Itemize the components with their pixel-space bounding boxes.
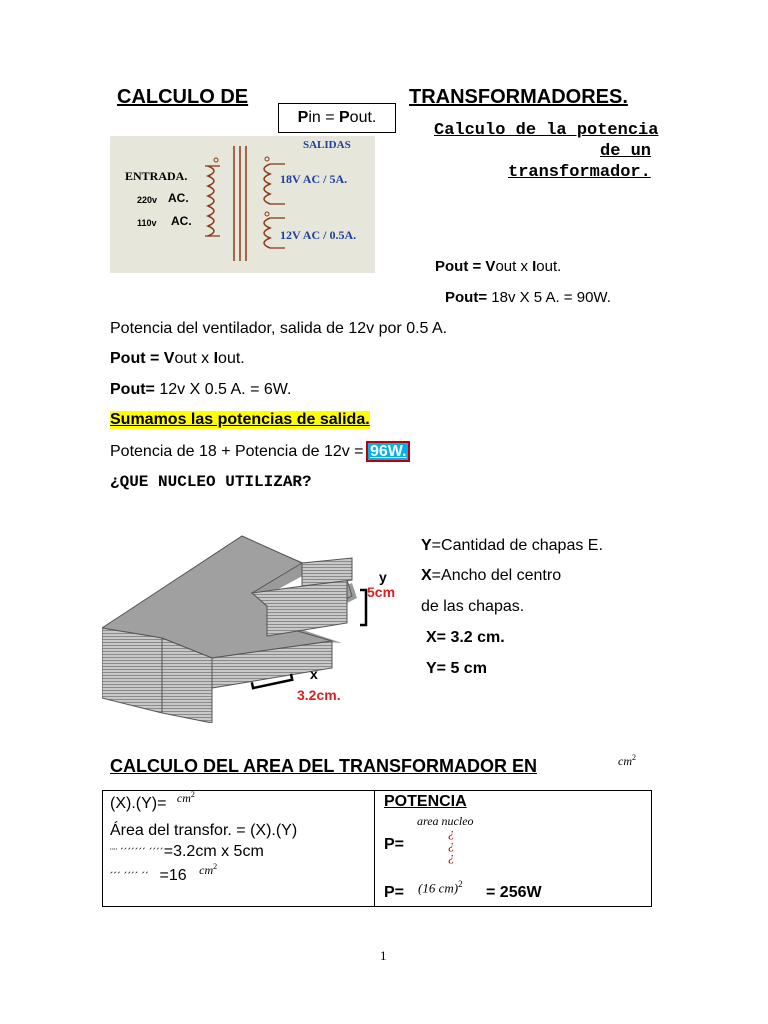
pin-pout-box: Pin = Pout.: [278, 103, 396, 133]
label-out-18v: 18V AC / 5A.: [280, 172, 348, 186]
formula-pout-1: Pout = Vout x Iout.: [435, 258, 562, 275]
table-row-area: Área del transfor. = (X).(Y): [110, 822, 298, 839]
label-ac-220: AC.: [168, 191, 189, 205]
def-x-value: X= 3.2 cm.: [426, 629, 505, 646]
title-left: CALCULO DE: [117, 86, 249, 108]
area-heading: CALCULO DEL AREA DEL TRANSFORMADOR EN: [110, 756, 537, 776]
table-glyph-stack: ¿ ¿ ¿: [448, 825, 455, 864]
label-salidas: SALIDAS: [303, 139, 351, 151]
formula-pout-2-calc: Pout= 12v X 0.5 A. = 6W.: [110, 381, 292, 398]
label-out-12v: 12V AC / 0.5A.: [280, 228, 357, 242]
table-row-result: ´´´ ´´´´ ´´ =16 $^{cm^2}$: [110, 862, 218, 884]
core-question: ¿QUE NUCLEO UTILIZAR?: [110, 473, 312, 491]
core-y-label: y: [379, 569, 387, 585]
title-right: TRANSFORMADORES.: [409, 86, 628, 108]
sum-heading: Sumamos las potencias de salida.: [110, 411, 370, 428]
area-heading-unit: $cm^2$: [618, 753, 636, 768]
label-220v: 220v: [137, 195, 158, 205]
def-x: X=Ancho del centro: [421, 567, 562, 584]
total-power-result: 96W.: [369, 443, 407, 460]
def-y-value: Y= 5 cm: [426, 660, 487, 677]
subtitle-line3: transformador.: [508, 163, 651, 182]
formula-pout-2: Pout = Vout x Iout.: [110, 350, 245, 367]
label-entrada: ENTRADA.: [125, 169, 188, 183]
table-area-nucleo: area nucleo: [417, 814, 474, 828]
area-power-table: [102, 790, 652, 907]
core-x-label: x: [310, 666, 318, 682]
table-divider: [374, 791, 375, 906]
core-x-value: 3.2cm.: [297, 687, 341, 703]
table-p2-expr: (16 cm)$^2$: [418, 879, 463, 896]
table-heading-potencia: POTENCIA: [384, 793, 467, 810]
transformer-diagram: [110, 136, 375, 273]
formula-pout-1-calc: Pout= 18v X 5 A. = 90W.: [445, 289, 611, 306]
label-110v: 110v: [137, 218, 157, 228]
core-y-value: 5cm: [367, 584, 396, 600]
page-number: 1: [380, 948, 387, 963]
def-y: Y=Cantidad de chapas E.: [421, 537, 603, 554]
table-p2-result: = 256W: [486, 884, 542, 901]
subtitle-line1: Calculo de la potencia: [434, 121, 659, 140]
label-ac-110: AC.: [171, 214, 192, 228]
def-x-2: de las chapas.: [421, 598, 525, 615]
e-core-lamination-icon: [102, 528, 402, 723]
sum-line: Potencia de 18 + Potencia de 12v = 96W.: [110, 443, 407, 460]
table-p-label: P=: [384, 836, 405, 853]
e-core-illustration: [102, 528, 402, 723]
table-row-calc: ¨¨ ´´´´´´´ ´´´´=3.2cm x 5cm: [110, 843, 264, 860]
fan-power-text: Potencia del ventilador, salida de 12v por 0.5 A.: [110, 320, 448, 337]
table-row-xy: (X).(Y)= $^{cm^2}$: [110, 790, 195, 812]
subtitle-line2: de un: [600, 142, 652, 161]
table-p2-label: P=: [384, 884, 405, 901]
